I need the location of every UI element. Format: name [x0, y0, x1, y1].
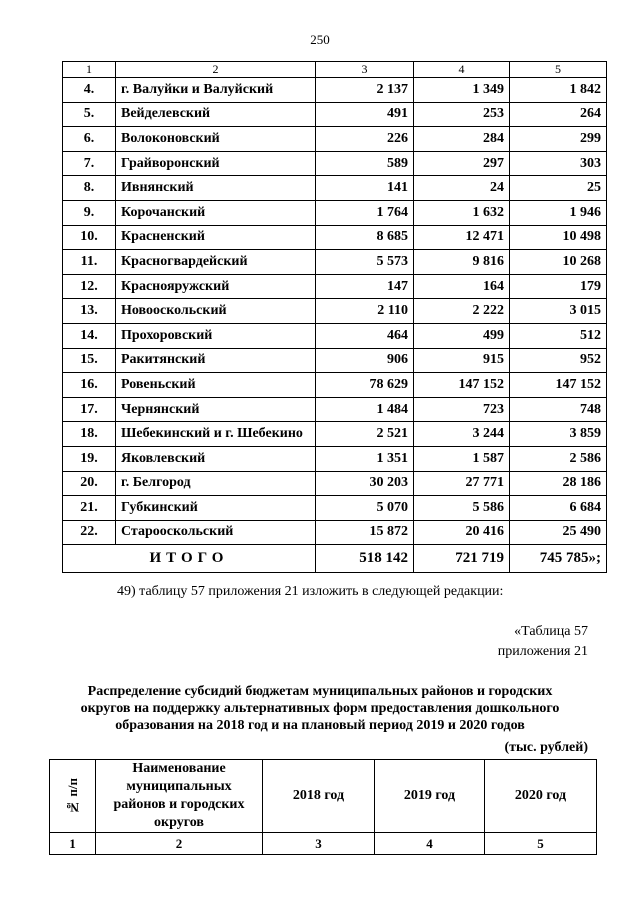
page-number: 250 [310, 32, 330, 47]
district-name: Ракитянский [116, 348, 316, 373]
value-2018: 8 685 [316, 225, 414, 250]
header-cell-2020: 2020 год [485, 760, 597, 833]
district-name: г. Белгород [116, 471, 316, 496]
value-2020: 3 859 [510, 422, 607, 447]
value-2020: 299 [510, 127, 607, 152]
table-row [63, 373, 607, 398]
total-label: ИТОГО [63, 545, 316, 573]
column-number: 3 [316, 62, 414, 78]
value-2019: 915 [414, 348, 510, 373]
subsidy-table-new [49, 759, 597, 855]
value-2019: 2 222 [414, 299, 510, 324]
row-number: 9. [63, 200, 116, 225]
value-2018: 1 764 [316, 200, 414, 225]
district-name: Прохоровский [116, 323, 316, 348]
header-cell-name: Наименование муниципальных районов и городских округов [96, 760, 263, 833]
value-2019: 5 586 [414, 496, 510, 521]
row-number: 6. [63, 127, 116, 152]
value-2020: 25 [510, 176, 607, 201]
row-number: 15. [63, 348, 116, 373]
table-row [63, 348, 607, 373]
value-2020: 179 [510, 274, 607, 299]
value-2020: 303 [510, 151, 607, 176]
subsidy-table-continued [62, 61, 607, 573]
column-number: 5 [485, 833, 597, 855]
header-cell-2018: 2018 год [263, 760, 375, 833]
district-name: Яковлевский [116, 446, 316, 471]
table-row [63, 496, 607, 521]
column-number: 4 [414, 62, 510, 78]
column-number: 5 [510, 62, 607, 78]
table-row [63, 422, 607, 447]
value-2020: 147 152 [510, 373, 607, 398]
column-number: 4 [375, 833, 485, 855]
row-number: 10. [63, 225, 116, 250]
total-2019: 721 719 [414, 545, 510, 573]
value-2018: 906 [316, 348, 414, 373]
row-number: 7. [63, 151, 116, 176]
value-2018: 147 [316, 274, 414, 299]
header-cell-2019: 2019 год [375, 760, 485, 833]
value-2019: 24 [414, 176, 510, 201]
value-2019: 9 816 [414, 250, 510, 275]
units-label: (тыс. рублей) [504, 740, 588, 755]
table-row [63, 102, 607, 127]
value-2018: 464 [316, 323, 414, 348]
row-number: 11. [63, 250, 116, 275]
title-line: округов на поддержку альтернативных форм предоставления дошкольного [80, 701, 560, 716]
row-number: 19. [63, 446, 116, 471]
value-2018: 30 203 [316, 471, 414, 496]
column-number: 3 [263, 833, 375, 855]
table-row [63, 471, 607, 496]
header-number-label: № п/п [64, 777, 80, 815]
value-2019: 20 416 [414, 520, 510, 545]
column-number-row [63, 62, 607, 78]
table-row [63, 225, 607, 250]
row-number: 21. [63, 496, 116, 521]
value-2020: 952 [510, 348, 607, 373]
column-number-row [50, 833, 597, 855]
table-row [63, 323, 607, 348]
value-2019: 253 [414, 102, 510, 127]
row-number: 22. [63, 520, 116, 545]
value-2019: 284 [414, 127, 510, 152]
value-2019: 12 471 [414, 225, 510, 250]
value-2020: 25 490 [510, 520, 607, 545]
table-row [63, 520, 607, 545]
district-name: Ровеньский [116, 373, 316, 398]
district-name: Ивнянский [116, 176, 316, 201]
value-2018: 141 [316, 176, 414, 201]
table-row [63, 250, 607, 275]
value-2019: 3 244 [414, 422, 510, 447]
value-2020: 3 015 [510, 299, 607, 324]
district-name: Корочанский [116, 200, 316, 225]
district-name: Шебекинский и г. Шебекино [116, 422, 316, 447]
value-2019: 297 [414, 151, 510, 176]
table-row [63, 176, 607, 201]
value-2018: 491 [316, 102, 414, 127]
row-number: 8. [63, 176, 116, 201]
column-number: 2 [116, 62, 316, 78]
district-name: Новооскольский [116, 299, 316, 324]
value-2018: 15 872 [316, 520, 414, 545]
value-2018: 5 573 [316, 250, 414, 275]
row-number: 5. [63, 102, 116, 127]
district-name: Краснояружский [116, 274, 316, 299]
value-2018: 1 351 [316, 446, 414, 471]
value-2018: 2 110 [316, 299, 414, 324]
value-2020: 6 684 [510, 496, 607, 521]
district-name: г. Валуйки и Валуйский [116, 78, 316, 103]
value-2020: 28 186 [510, 471, 607, 496]
value-2020: 264 [510, 102, 607, 127]
column-number: 2 [96, 833, 263, 855]
value-2018: 1 484 [316, 397, 414, 422]
value-2018: 78 629 [316, 373, 414, 398]
value-2020: 10 498 [510, 225, 607, 250]
table-row [63, 127, 607, 152]
table-row [63, 151, 607, 176]
table-row [63, 446, 607, 471]
title-line: образования на 2018 год и на плановый период 2019 и 2020 годов [115, 718, 525, 733]
header-cell-number [50, 760, 96, 833]
column-number: 1 [63, 62, 116, 78]
table-header-row [50, 760, 597, 833]
value-2018: 226 [316, 127, 414, 152]
table-title [40, 683, 600, 734]
row-number: 4. [63, 78, 116, 103]
value-2019: 147 152 [414, 373, 510, 398]
value-2018: 589 [316, 151, 414, 176]
value-2019: 1 632 [414, 200, 510, 225]
caption-line: «Таблица 57 [514, 624, 588, 639]
district-name: Старооскольский [116, 520, 316, 545]
column-number: 1 [50, 833, 96, 855]
table-row [63, 274, 607, 299]
value-2019: 164 [414, 274, 510, 299]
caption-line: приложения 21 [497, 644, 588, 659]
district-name: Вейделевский [116, 102, 316, 127]
district-name: Красногвардейский [116, 250, 316, 275]
row-number: 17. [63, 397, 116, 422]
value-2019: 27 771 [414, 471, 510, 496]
row-number: 16. [63, 373, 116, 398]
value-2018: 5 070 [316, 496, 414, 521]
row-number: 13. [63, 299, 116, 324]
value-2020: 748 [510, 397, 607, 422]
row-number: 18. [63, 422, 116, 447]
value-2018: 2 521 [316, 422, 414, 447]
district-name: Волоконовский [116, 127, 316, 152]
value-2019: 499 [414, 323, 510, 348]
amendment-paragraph: 49) таблицу 57 приложения 21 изложить в следующей редакции: [117, 584, 504, 599]
row-number: 20. [63, 471, 116, 496]
district-name: Грайворонский [116, 151, 316, 176]
value-2019: 1 349 [414, 78, 510, 103]
total-2020: 745 785»; [510, 545, 607, 573]
value-2019: 1 587 [414, 446, 510, 471]
row-number: 12. [63, 274, 116, 299]
value-2020: 512 [510, 323, 607, 348]
value-2020: 10 268 [510, 250, 607, 275]
district-name: Чернянский [116, 397, 316, 422]
table-row [63, 78, 607, 103]
total-row [63, 545, 607, 573]
table-row [63, 200, 607, 225]
value-2020: 1 946 [510, 200, 607, 225]
value-2018: 2 137 [316, 78, 414, 103]
row-number: 14. [63, 323, 116, 348]
table-caption [498, 622, 588, 662]
value-2020: 1 842 [510, 78, 607, 103]
district-name: Красненский [116, 225, 316, 250]
table-row [63, 397, 607, 422]
title-line: Распределение субсидий бюджетам муниципальных районов и городских [87, 684, 553, 699]
district-name: Губкинский [116, 496, 316, 521]
table-row [63, 299, 607, 324]
value-2019: 723 [414, 397, 510, 422]
value-2020: 2 586 [510, 446, 607, 471]
total-2018: 518 142 [316, 545, 414, 573]
